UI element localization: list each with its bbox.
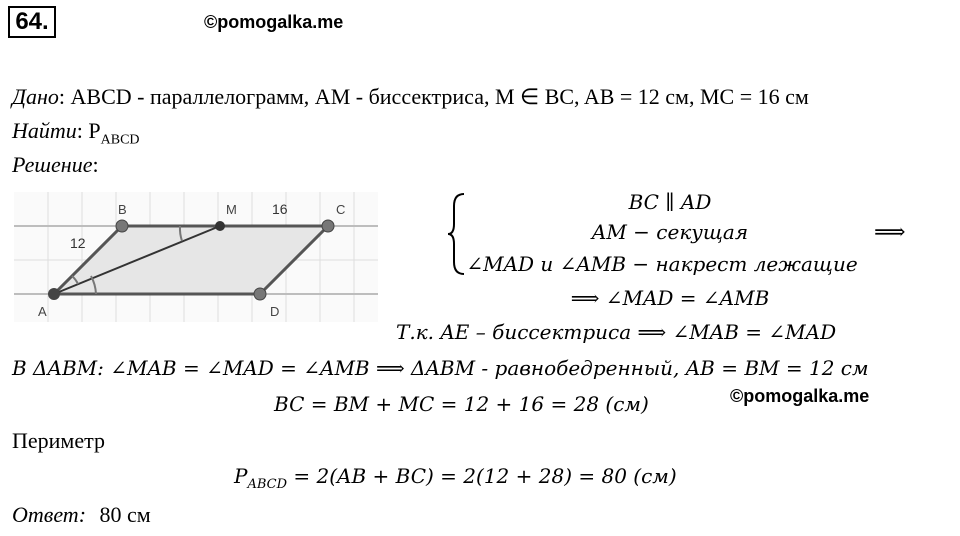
solution-colon: :	[92, 152, 99, 177]
bisector-step: Т.к. AE – биссектриса ⟹ ∠MAB = ∠MAD	[396, 320, 837, 344]
answer-label: Ответ:	[12, 502, 87, 527]
point-c	[322, 220, 334, 232]
solution-line	[12, 152, 99, 178]
point-b	[116, 220, 128, 232]
watermark-middle: ©pomogalka.me	[730, 386, 870, 406]
solution-label: Решение	[12, 152, 93, 177]
given-label: Дано	[12, 84, 59, 109]
find-line	[12, 118, 140, 148]
given-line	[12, 84, 809, 110]
label-a: A	[38, 304, 47, 319]
answer-line	[12, 502, 151, 528]
bc-step: BC = BM + MC = 12 + 16 = 28 (см)	[274, 392, 649, 416]
system-line-1: BC ∥ AD	[628, 190, 712, 214]
system-line-2: AM − секущая	[591, 220, 749, 244]
perimeter-p: P	[234, 464, 248, 488]
point-d	[254, 288, 266, 300]
perimeter-rest: = 2(AB + BC) = 2(12 + 28) = 80 (см)	[287, 464, 677, 488]
find-text: : P	[76, 118, 101, 143]
watermark-top: ©pomogalka.me	[204, 12, 344, 32]
label-c: C	[336, 202, 346, 217]
perimeter-formula	[234, 464, 677, 492]
find-sub: ABCD	[100, 132, 140, 148]
parallelogram-figure	[14, 192, 378, 322]
system-line-3: ∠MAD и ∠AMB − накрест лежащие	[466, 252, 858, 276]
triangle-step: В ΔABM: ∠MAB = ∠MAD = ∠AMB ⟹ ΔABM - равнобедренный, AB = BM = 12 см	[12, 356, 869, 380]
label-d: D	[270, 304, 280, 319]
system-conclusion: ⟹ ∠MAD = ∠AMB	[570, 286, 770, 310]
system-implies-arrow: ⟹	[874, 220, 906, 245]
point-m	[215, 221, 225, 231]
label-ab-length: 12	[70, 235, 86, 251]
point-a	[48, 288, 60, 300]
label-b: B	[118, 202, 127, 217]
answer-value: 80 см	[99, 502, 151, 527]
perimeter-sub: ABCD	[247, 477, 288, 492]
find-label: Найти	[12, 118, 77, 143]
given-text: : ABCD - параллелограмм, AM - биссектриса, M ∈ BC, AB = 12 см, MC = 16 см	[58, 84, 809, 109]
problem-number: 64.	[8, 6, 56, 38]
label-mc-length: 16	[272, 201, 288, 217]
label-m: M	[226, 202, 237, 217]
perimeter-label: Периметр	[12, 428, 105, 453]
